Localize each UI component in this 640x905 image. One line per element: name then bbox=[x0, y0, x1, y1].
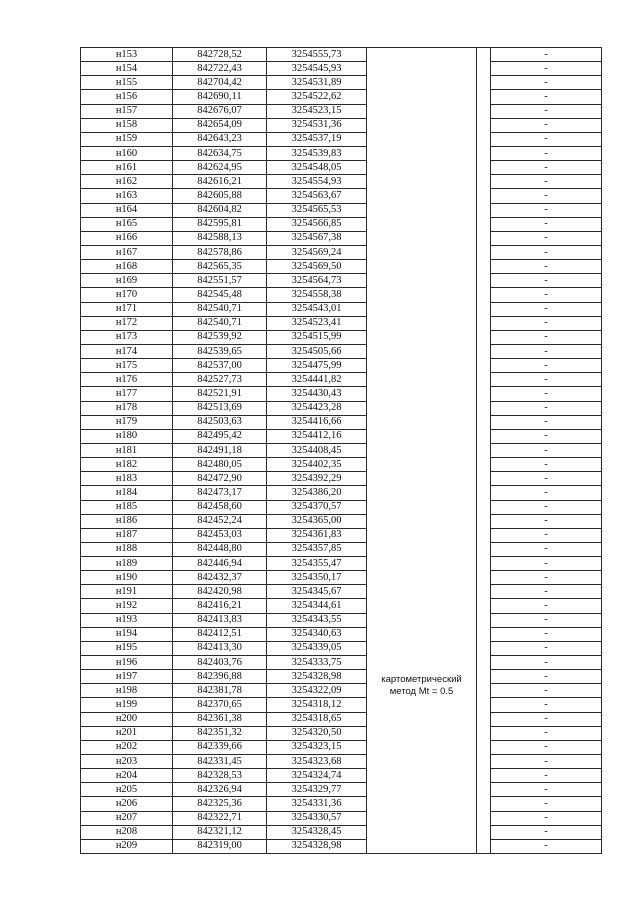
table-row bbox=[81, 189, 602, 203]
point-id-cell: н185 bbox=[81, 500, 173, 514]
dash-cell: - bbox=[491, 429, 602, 443]
dash-cell: - bbox=[491, 839, 602, 853]
x-coord-cell: 842540,71 bbox=[173, 316, 267, 330]
dash-cell: - bbox=[491, 316, 602, 330]
y-coord-cell: 3254563,67 bbox=[267, 189, 367, 203]
table-row bbox=[81, 769, 602, 783]
dash-cell: - bbox=[491, 330, 602, 344]
table-row bbox=[81, 260, 602, 274]
point-id-cell: н171 bbox=[81, 302, 173, 316]
table-row bbox=[81, 344, 602, 358]
y-coord-cell: 3254339,05 bbox=[267, 641, 367, 655]
y-coord-cell: 3254564,73 bbox=[267, 274, 367, 288]
x-coord-cell: 842624,95 bbox=[173, 161, 267, 175]
x-coord-cell: 842539,65 bbox=[173, 344, 267, 358]
point-id-cell: н156 bbox=[81, 90, 173, 104]
x-coord-cell: 842690,11 bbox=[173, 90, 267, 104]
point-id-cell: н194 bbox=[81, 627, 173, 641]
point-id-cell: н204 bbox=[81, 769, 173, 783]
y-coord-cell: 3254430,43 bbox=[267, 387, 367, 401]
method-note-cell bbox=[367, 48, 477, 854]
point-id-cell: н208 bbox=[81, 825, 173, 839]
dash-cell: - bbox=[491, 627, 602, 641]
x-coord-cell: 842704,42 bbox=[173, 76, 267, 90]
table-row bbox=[81, 288, 602, 302]
y-coord-cell: 3254441,82 bbox=[267, 373, 367, 387]
table-row bbox=[81, 217, 602, 231]
y-coord-cell: 3254412,16 bbox=[267, 429, 367, 443]
table-row bbox=[81, 443, 602, 457]
point-id-cell: н206 bbox=[81, 797, 173, 811]
x-coord-cell: 842370,65 bbox=[173, 698, 267, 712]
point-id-cell: н190 bbox=[81, 571, 173, 585]
point-id-cell: н155 bbox=[81, 76, 173, 90]
table-row bbox=[81, 62, 602, 76]
y-coord-cell: 3254554,93 bbox=[267, 175, 367, 189]
dash-cell: - bbox=[491, 359, 602, 373]
y-coord-cell: 3254386,20 bbox=[267, 486, 367, 500]
y-coord-cell: 3254392,29 bbox=[267, 472, 367, 486]
x-coord-cell: 842412,51 bbox=[173, 627, 267, 641]
x-coord-cell: 842604,82 bbox=[173, 203, 267, 217]
table-row bbox=[81, 90, 602, 104]
table-row bbox=[81, 641, 602, 655]
table-row bbox=[81, 231, 602, 245]
point-id-cell: н192 bbox=[81, 599, 173, 613]
x-coord-cell: 842432,37 bbox=[173, 571, 267, 585]
method-note-line-2: метод Mt = 0.5 bbox=[389, 685, 454, 697]
table-row bbox=[81, 839, 602, 853]
table-row bbox=[81, 684, 602, 698]
point-id-cell: н193 bbox=[81, 613, 173, 627]
y-coord-cell: 3254318,65 bbox=[267, 712, 367, 726]
point-id-cell: н180 bbox=[81, 429, 173, 443]
y-coord-cell: 3254329,77 bbox=[267, 783, 367, 797]
point-id-cell: н178 bbox=[81, 401, 173, 415]
point-id-cell: н203 bbox=[81, 755, 173, 769]
table-row bbox=[81, 797, 602, 811]
point-id-cell: н196 bbox=[81, 656, 173, 670]
table-row bbox=[81, 429, 602, 443]
y-coord-cell: 3254515,99 bbox=[267, 330, 367, 344]
dash-cell: - bbox=[491, 161, 602, 175]
dash-cell: - bbox=[491, 486, 602, 500]
table-row bbox=[81, 146, 602, 160]
y-coord-cell: 3254330,57 bbox=[267, 811, 367, 825]
method-note-line-1: картометрический bbox=[381, 673, 462, 685]
x-coord-cell: 842521,91 bbox=[173, 387, 267, 401]
y-coord-cell: 3254324,74 bbox=[267, 769, 367, 783]
x-coord-cell: 842319,00 bbox=[173, 839, 267, 853]
y-coord-cell: 3254548,05 bbox=[267, 161, 367, 175]
dash-cell: - bbox=[491, 557, 602, 571]
table-row bbox=[81, 472, 602, 486]
dash-cell: - bbox=[491, 48, 602, 62]
table-row bbox=[81, 557, 602, 571]
dash-cell: - bbox=[491, 203, 602, 217]
x-coord-cell: 842446,94 bbox=[173, 557, 267, 571]
x-coord-cell: 842634,75 bbox=[173, 146, 267, 160]
point-id-cell: н183 bbox=[81, 472, 173, 486]
x-coord-cell: 842325,36 bbox=[173, 797, 267, 811]
dash-cell: - bbox=[491, 684, 602, 698]
table-row bbox=[81, 811, 602, 825]
x-coord-cell: 842331,45 bbox=[173, 755, 267, 769]
point-id-cell: н161 bbox=[81, 161, 173, 175]
x-coord-cell: 842480,05 bbox=[173, 458, 267, 472]
x-coord-cell: 842513,69 bbox=[173, 401, 267, 415]
table-row bbox=[81, 755, 602, 769]
table-row bbox=[81, 302, 602, 316]
dash-cell: - bbox=[491, 783, 602, 797]
x-coord-cell: 842361,38 bbox=[173, 712, 267, 726]
table-row bbox=[81, 514, 602, 528]
x-coord-cell: 842326,94 bbox=[173, 783, 267, 797]
table-row bbox=[81, 599, 602, 613]
y-coord-cell: 3254318,12 bbox=[267, 698, 367, 712]
x-coord-cell: 842420,98 bbox=[173, 585, 267, 599]
point-id-cell: н188 bbox=[81, 542, 173, 556]
table-row bbox=[81, 274, 602, 288]
dash-cell: - bbox=[491, 585, 602, 599]
x-coord-cell: 842328,53 bbox=[173, 769, 267, 783]
x-coord-cell: 842616,21 bbox=[173, 175, 267, 189]
point-id-cell: н205 bbox=[81, 783, 173, 797]
dash-cell: - bbox=[491, 146, 602, 160]
x-coord-cell: 842381,78 bbox=[173, 684, 267, 698]
point-id-cell: н202 bbox=[81, 740, 173, 754]
table-row bbox=[81, 401, 602, 415]
point-id-cell: н186 bbox=[81, 514, 173, 528]
dash-cell: - bbox=[491, 542, 602, 556]
point-id-cell: н176 bbox=[81, 373, 173, 387]
dash-cell: - bbox=[491, 76, 602, 90]
y-coord-cell: 3254558,38 bbox=[267, 288, 367, 302]
table-row bbox=[81, 740, 602, 754]
y-coord-cell: 3254537,19 bbox=[267, 132, 367, 146]
y-coord-cell: 3254345,67 bbox=[267, 585, 367, 599]
dash-cell: - bbox=[491, 443, 602, 457]
x-coord-cell: 842503,63 bbox=[173, 415, 267, 429]
point-id-cell: н166 bbox=[81, 231, 173, 245]
y-coord-cell: 3254322,09 bbox=[267, 684, 367, 698]
y-coord-cell: 3254475,99 bbox=[267, 359, 367, 373]
y-coord-cell: 3254323,68 bbox=[267, 755, 367, 769]
dash-cell: - bbox=[491, 755, 602, 769]
dash-cell: - bbox=[491, 712, 602, 726]
x-coord-cell: 842396,88 bbox=[173, 670, 267, 684]
dash-cell: - bbox=[491, 175, 602, 189]
point-id-cell: н201 bbox=[81, 726, 173, 740]
dash-cell: - bbox=[491, 373, 602, 387]
table-row bbox=[81, 359, 602, 373]
x-coord-cell: 842351,32 bbox=[173, 726, 267, 740]
table-row bbox=[81, 542, 602, 556]
x-coord-cell: 842495,42 bbox=[173, 429, 267, 443]
y-coord-cell: 3254357,85 bbox=[267, 542, 367, 556]
y-coord-cell: 3254523,15 bbox=[267, 104, 367, 118]
dash-cell: - bbox=[491, 189, 602, 203]
dash-cell: - bbox=[491, 302, 602, 316]
y-coord-cell: 3254331,36 bbox=[267, 797, 367, 811]
y-coord-cell: 3254320,50 bbox=[267, 726, 367, 740]
x-coord-cell: 842473,17 bbox=[173, 486, 267, 500]
dash-cell: - bbox=[491, 217, 602, 231]
y-coord-cell: 3254350,17 bbox=[267, 571, 367, 585]
dash-cell: - bbox=[491, 641, 602, 655]
table-row bbox=[81, 712, 602, 726]
y-coord-cell: 3254361,83 bbox=[267, 528, 367, 542]
point-id-cell: н167 bbox=[81, 245, 173, 259]
dash-cell: - bbox=[491, 132, 602, 146]
table-row bbox=[81, 175, 602, 189]
y-coord-cell: 3254423,28 bbox=[267, 401, 367, 415]
dash-cell: - bbox=[491, 656, 602, 670]
y-coord-cell: 3254402,35 bbox=[267, 458, 367, 472]
point-id-cell: н163 bbox=[81, 189, 173, 203]
table-row bbox=[81, 48, 602, 62]
table-row bbox=[81, 825, 602, 839]
dash-cell: - bbox=[491, 698, 602, 712]
point-id-cell: н168 bbox=[81, 260, 173, 274]
table-row bbox=[81, 528, 602, 542]
x-coord-cell: 842578,86 bbox=[173, 245, 267, 259]
dash-cell: - bbox=[491, 288, 602, 302]
point-id-cell: н179 bbox=[81, 415, 173, 429]
x-coord-cell: 842472,90 bbox=[173, 472, 267, 486]
table-row bbox=[81, 486, 602, 500]
y-coord-cell: 3254355,47 bbox=[267, 557, 367, 571]
dash-cell: - bbox=[491, 740, 602, 754]
y-coord-cell: 3254505,66 bbox=[267, 344, 367, 358]
point-id-cell: н157 bbox=[81, 104, 173, 118]
dash-cell: - bbox=[491, 260, 602, 274]
y-coord-cell: 3254340,63 bbox=[267, 627, 367, 641]
x-coord-cell: 842643,23 bbox=[173, 132, 267, 146]
x-coord-cell: 842545,48 bbox=[173, 288, 267, 302]
table-row bbox=[81, 373, 602, 387]
y-coord-cell: 3254523,41 bbox=[267, 316, 367, 330]
y-coord-cell: 3254344,61 bbox=[267, 599, 367, 613]
point-id-cell: н173 bbox=[81, 330, 173, 344]
x-coord-cell: 842458,60 bbox=[173, 500, 267, 514]
point-id-cell: н158 bbox=[81, 118, 173, 132]
dash-cell: - bbox=[491, 797, 602, 811]
y-coord-cell: 3254566,85 bbox=[267, 217, 367, 231]
y-coord-cell: 3254539,83 bbox=[267, 146, 367, 160]
dash-cell: - bbox=[491, 571, 602, 585]
point-id-cell: н184 bbox=[81, 486, 173, 500]
y-coord-cell: 3254531,36 bbox=[267, 118, 367, 132]
x-coord-cell: 842728,52 bbox=[173, 48, 267, 62]
y-coord-cell: 3254531,89 bbox=[267, 76, 367, 90]
dash-cell: - bbox=[491, 670, 602, 684]
dash-cell: - bbox=[491, 726, 602, 740]
table-row bbox=[81, 330, 602, 344]
x-coord-cell: 842322,71 bbox=[173, 811, 267, 825]
x-coord-cell: 842413,30 bbox=[173, 641, 267, 655]
x-coord-cell: 842452,24 bbox=[173, 514, 267, 528]
x-coord-cell: 842491,18 bbox=[173, 443, 267, 457]
y-coord-cell: 3254328,98 bbox=[267, 839, 367, 853]
dash-cell: - bbox=[491, 528, 602, 542]
x-coord-cell: 842321,12 bbox=[173, 825, 267, 839]
y-coord-cell: 3254565,53 bbox=[267, 203, 367, 217]
dash-cell: - bbox=[491, 90, 602, 104]
point-id-cell: н209 bbox=[81, 839, 173, 853]
point-id-cell: н159 bbox=[81, 132, 173, 146]
dash-cell: - bbox=[491, 245, 602, 259]
point-id-cell: н200 bbox=[81, 712, 173, 726]
dash-cell: - bbox=[491, 769, 602, 783]
x-coord-cell: 842551,57 bbox=[173, 274, 267, 288]
y-coord-cell: 3254323,15 bbox=[267, 740, 367, 754]
y-coord-cell: 3254328,45 bbox=[267, 825, 367, 839]
dash-cell: - bbox=[491, 472, 602, 486]
point-id-cell: н172 bbox=[81, 316, 173, 330]
point-id-cell: н154 bbox=[81, 62, 173, 76]
y-coord-cell: 3254569,24 bbox=[267, 245, 367, 259]
point-id-cell: н177 bbox=[81, 387, 173, 401]
point-id-cell: н174 bbox=[81, 344, 173, 358]
table-row bbox=[81, 316, 602, 330]
empty-column-cell bbox=[477, 48, 491, 854]
point-id-cell: н175 bbox=[81, 359, 173, 373]
coordinates-table bbox=[80, 47, 602, 854]
point-id-cell: н207 bbox=[81, 811, 173, 825]
x-coord-cell: 842527,73 bbox=[173, 373, 267, 387]
y-coord-cell: 3254555,73 bbox=[267, 48, 367, 62]
point-id-cell: н191 bbox=[81, 585, 173, 599]
dash-cell: - bbox=[491, 613, 602, 627]
table-row bbox=[81, 698, 602, 712]
y-coord-cell: 3254545,93 bbox=[267, 62, 367, 76]
x-coord-cell: 842416,21 bbox=[173, 599, 267, 613]
y-coord-cell: 3254328,98 bbox=[267, 670, 367, 684]
point-id-cell: н160 bbox=[81, 146, 173, 160]
table-row bbox=[81, 104, 602, 118]
point-id-cell: н181 bbox=[81, 443, 173, 457]
table-row bbox=[81, 245, 602, 259]
point-id-cell: н199 bbox=[81, 698, 173, 712]
x-coord-cell: 842565,35 bbox=[173, 260, 267, 274]
table-row bbox=[81, 387, 602, 401]
dash-cell: - bbox=[491, 401, 602, 415]
y-coord-cell: 3254370,57 bbox=[267, 500, 367, 514]
point-id-cell: н182 bbox=[81, 458, 173, 472]
dash-cell: - bbox=[491, 274, 602, 288]
dash-cell: - bbox=[491, 118, 602, 132]
y-coord-cell: 3254365,00 bbox=[267, 514, 367, 528]
x-coord-cell: 842339,66 bbox=[173, 740, 267, 754]
table-row bbox=[81, 458, 602, 472]
y-coord-cell: 3254343,55 bbox=[267, 613, 367, 627]
table-row bbox=[81, 132, 602, 146]
table-row bbox=[81, 203, 602, 217]
table-row bbox=[81, 76, 602, 90]
dash-cell: - bbox=[491, 344, 602, 358]
x-coord-cell: 842595,81 bbox=[173, 217, 267, 231]
point-id-cell: н165 bbox=[81, 217, 173, 231]
point-id-cell: н169 bbox=[81, 274, 173, 288]
y-coord-cell: 3254569,50 bbox=[267, 260, 367, 274]
dash-cell: - bbox=[491, 387, 602, 401]
point-id-cell: н170 bbox=[81, 288, 173, 302]
y-coord-cell: 3254567,38 bbox=[267, 231, 367, 245]
table-row bbox=[81, 627, 602, 641]
x-coord-cell: 842540,71 bbox=[173, 302, 267, 316]
table-row bbox=[81, 670, 602, 684]
x-coord-cell: 842722,43 bbox=[173, 62, 267, 76]
dash-cell: - bbox=[491, 825, 602, 839]
table-row bbox=[81, 500, 602, 514]
dash-cell: - bbox=[491, 500, 602, 514]
point-id-cell: н195 bbox=[81, 641, 173, 655]
y-coord-cell: 3254408,45 bbox=[267, 443, 367, 457]
x-coord-cell: 842676,07 bbox=[173, 104, 267, 118]
dash-cell: - bbox=[491, 458, 602, 472]
table-row bbox=[81, 415, 602, 429]
table-row bbox=[81, 118, 602, 132]
dash-cell: - bbox=[491, 811, 602, 825]
point-id-cell: н153 bbox=[81, 48, 173, 62]
x-coord-cell: 842537,00 bbox=[173, 359, 267, 373]
point-id-cell: н164 bbox=[81, 203, 173, 217]
x-coord-cell: 842403,76 bbox=[173, 656, 267, 670]
table-row bbox=[81, 656, 602, 670]
y-coord-cell: 3254543,01 bbox=[267, 302, 367, 316]
dash-cell: - bbox=[491, 231, 602, 245]
table-row bbox=[81, 726, 602, 740]
x-coord-cell: 842539,92 bbox=[173, 330, 267, 344]
point-id-cell: н162 bbox=[81, 175, 173, 189]
x-coord-cell: 842413,83 bbox=[173, 613, 267, 627]
x-coord-cell: 842453,03 bbox=[173, 528, 267, 542]
table-row bbox=[81, 783, 602, 797]
table-row bbox=[81, 585, 602, 599]
x-coord-cell: 842654,09 bbox=[173, 118, 267, 132]
y-coord-cell: 3254416,66 bbox=[267, 415, 367, 429]
dash-cell: - bbox=[491, 599, 602, 613]
coordinates-table-body bbox=[81, 48, 602, 854]
dash-cell: - bbox=[491, 104, 602, 118]
table-row bbox=[81, 571, 602, 585]
point-id-cell: н197 bbox=[81, 670, 173, 684]
point-id-cell: н189 bbox=[81, 557, 173, 571]
dash-cell: - bbox=[491, 514, 602, 528]
x-coord-cell: 842448,80 bbox=[173, 542, 267, 556]
x-coord-cell: 842605,88 bbox=[173, 189, 267, 203]
dash-cell: - bbox=[491, 62, 602, 76]
table-row bbox=[81, 613, 602, 627]
dash-cell: - bbox=[491, 415, 602, 429]
table-row bbox=[81, 161, 602, 175]
x-coord-cell: 842588,13 bbox=[173, 231, 267, 245]
point-id-cell: н198 bbox=[81, 684, 173, 698]
y-coord-cell: 3254522,62 bbox=[267, 90, 367, 104]
point-id-cell: н187 bbox=[81, 528, 173, 542]
y-coord-cell: 3254333,75 bbox=[267, 656, 367, 670]
